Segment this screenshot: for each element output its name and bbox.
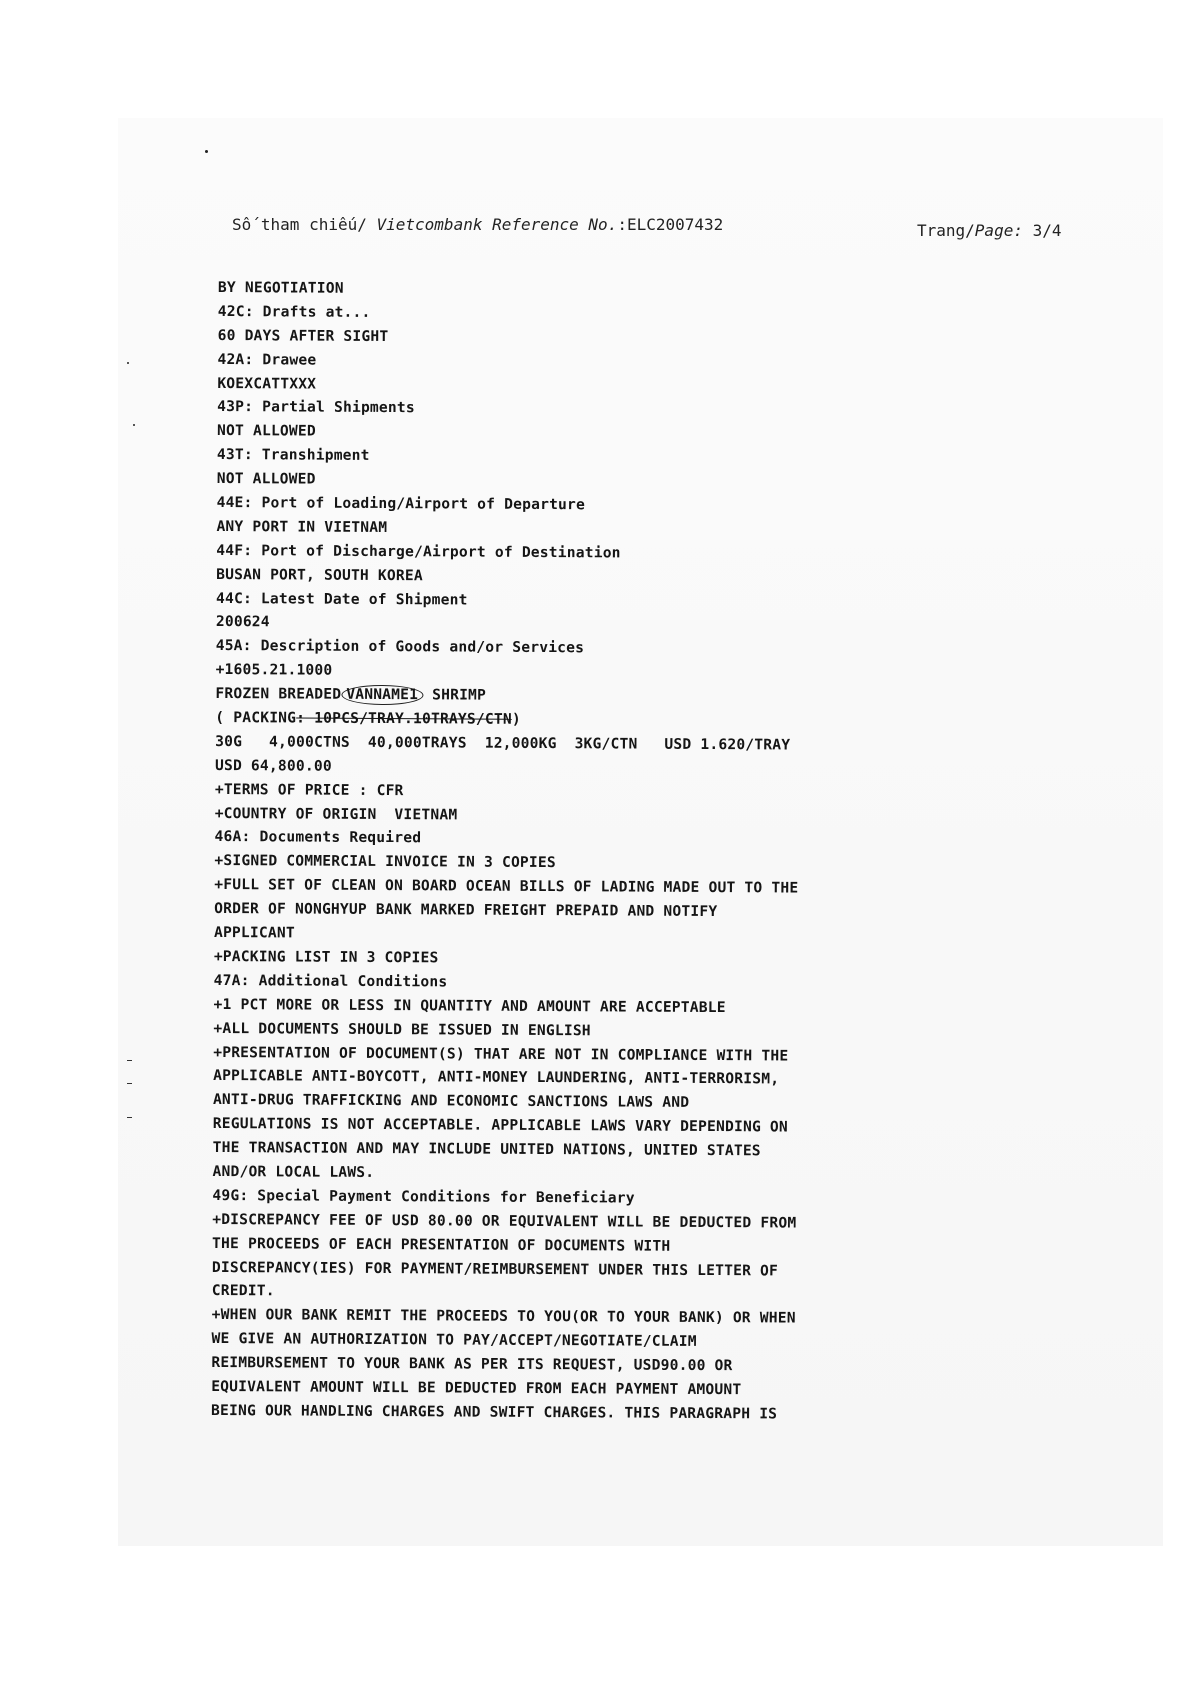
doc-line: +SIGNED COMMERCIAL INVOICE IN 3 COPIES — [214, 852, 556, 872]
doc-line: 47A: Additional Conditions — [213, 971, 448, 991]
page-indicator — [917, 221, 1062, 240]
reference-number: :ELC2007432 — [617, 215, 724, 234]
doc-line: APPLICABLE ANTI-BOYCOTT, ANTI-MONEY LAUNDERING, ANTI-TERRORISM, — [213, 1067, 780, 1088]
doc-line: +DISCREPANCY FEE OF USD 80.00 OR EQUIVALENT WILL BE DEDUCTED FROM — [212, 1210, 797, 1232]
doc-line: REGULATIONS IS NOT ACCEPTABLE. APPLICABLE LAWS VARY DEPENDING ON — [212, 1115, 788, 1136]
doc-line: NOT ALLOWED — [217, 422, 316, 440]
doc-line: 44E: Port of Loading/Airport of Departure — [216, 494, 586, 514]
doc-line: ANY PORT IN VIETNAM — [216, 517, 388, 536]
goods-text: FROZEN BREADED — [215, 685, 342, 703]
doc-line: BUSAN PORT, SOUTH KOREA — [216, 565, 423, 584]
doc-line: 60 DAYS AFTER SIGHT — [217, 326, 389, 345]
page-label-en: Page: — [974, 221, 1023, 240]
doc-line: +COUNTRY OF ORIGIN VIETNAM — [214, 804, 458, 824]
doc-line: THE TRANSACTION AND MAY INCLUDE UNITED NATIONS, UNITED STATES — [212, 1139, 761, 1160]
scan-mark — [127, 1083, 132, 1084]
doc-line: KOEXCATTXXX — [217, 374, 317, 393]
reference-header — [232, 215, 723, 234]
packing-text: ( PACKING — [215, 709, 297, 727]
doc-line: +WHEN OUR BANK REMIT THE PROCEEDS TO YOU(OR TO YOUR BANK) OR WHEN — [211, 1306, 796, 1327]
doc-line: AND/OR LOCAL LAWS. — [212, 1162, 375, 1181]
doc-line: 44F: Port of Discharge/Airport of Destination — [216, 541, 621, 562]
doc-line: 43T: Transhipment — [216, 446, 370, 465]
doc-line: EQUIVALENT AMOUNT WILL BE DEDUCTED FROM EACH PAYMENT AMOUNT — [211, 1377, 742, 1399]
goods-text-tail: SHRIMP — [423, 686, 487, 704]
doc-line: 30G 4,000CTNS 40,000TRAYS 12,000KG 3KG/CTN USD 1.620/TRAY — [215, 732, 791, 754]
doc-line: +1605.21.1000 — [215, 661, 333, 679]
struck-annotation: : 10PCS/TRAY.10TRAYS/CTN — [296, 709, 512, 728]
doc-line: BY NEGOTIATION — [217, 278, 344, 297]
doc-line: BEING OUR HANDLING CHARGES AND SWIFT CHARGES. THIS PARAGRAPH IS — [211, 1401, 778, 1423]
doc-line: +PACKING LIST IN 3 COPIES — [213, 947, 439, 967]
doc-line: 49G: Special Payment Conditions for Beneficiary — [212, 1186, 635, 1207]
doc-line: ANTI-DRUG TRAFFICKING AND ECONOMIC SANCTIONS LAWS AND — [212, 1091, 690, 1112]
doc-line: WE GIVE AN AUTHORIZATION TO PAY/ACCEPT/NEGOTIATE/CLAIM — [211, 1330, 697, 1351]
doc-line: +ALL DOCUMENTS SHOULD BE ISSUED IN ENGLISH — [213, 1019, 591, 1039]
packing-text-tail: ) — [511, 710, 521, 728]
doc-line: 200624 — [215, 613, 270, 631]
reference-label-en: Vietcombank Reference No. — [376, 215, 618, 234]
scan-speck — [127, 362, 129, 364]
doc-line: DISCREPANCY(IES) FOR PAYMENT/REIMBURSEMENT UNDER THIS LETTER OF — [211, 1258, 779, 1279]
lc-body — [211, 276, 1118, 1428]
doc-line: ORDER OF NONGHYUP BANK MARKED FREIGHT PREPAID AND NOTIFY — [214, 900, 718, 921]
doc-line: NOT ALLOWED — [216, 470, 316, 488]
doc-line: +1 PCT MORE OR LESS IN QUANTITY AND AMOUNT ARE ACCEPTABLE — [213, 995, 726, 1016]
doc-line: +TERMS OF PRICE : CFR — [214, 780, 404, 799]
doc-line: USD 64,800.00 — [214, 756, 332, 775]
scan-mark — [127, 1060, 132, 1061]
doc-line: 45A: Description of Goods and/or Services — [215, 637, 585, 657]
doc-line: 42A: Drawee — [217, 350, 317, 369]
reference-label-vi: Số tham chiếu/ — [232, 215, 367, 234]
circled-annotation: VANNAME1 — [341, 685, 423, 705]
doc-line: CREDIT. — [211, 1282, 275, 1300]
scan-speck — [205, 150, 208, 153]
doc-line: 46A: Documents Required — [214, 828, 422, 847]
doc-line: THE PROCEEDS OF EACH PRESENTATION OF DOCUMENTS WITH — [212, 1234, 671, 1255]
page-label-vi: Trang/ — [917, 221, 975, 240]
doc-line: REIMBURSEMENT TO YOUR BANK AS PER ITS REQUEST, USD90.00 OR — [211, 1354, 733, 1375]
doc-line: 44C: Latest Date of Shipment — [215, 589, 468, 609]
scan-speck — [133, 424, 135, 426]
doc-line: +PRESENTATION OF DOCUMENT(S) THAT ARE NOT IN COMPLIANCE WITH THE — [213, 1043, 789, 1064]
doc-line: 42C: Drafts at... — [217, 302, 371, 321]
scan-mark — [127, 1117, 132, 1118]
doc-line: APPLICANT — [213, 924, 295, 942]
doc-line: 43P: Partial Shipments — [217, 398, 415, 417]
doc-line: +FULL SET OF CLEAN ON BOARD OCEAN BILLS OF LADING MADE OUT TO THE — [214, 876, 799, 897]
page-number: 3/4 — [1032, 221, 1062, 240]
